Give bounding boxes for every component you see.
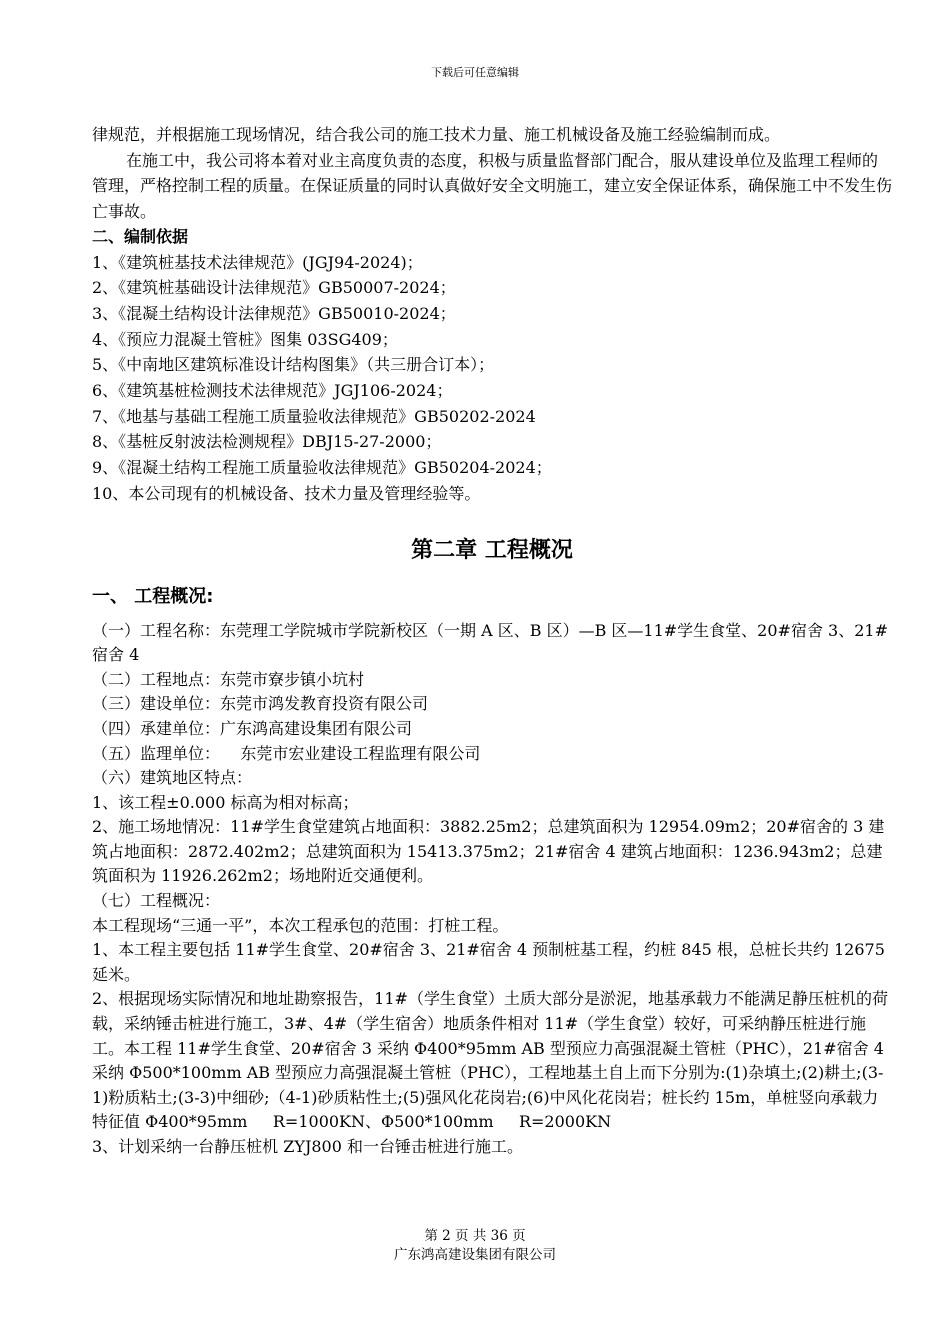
basis-item: 8、《基桩反射波法检测规程》DBJ15-27-2000； — [92, 432, 442, 452]
overview-line: （七）工程概况： — [92, 891, 221, 911]
basis-item: 7、《地基与基础工程施工质量验收法律规范》GB50202-2024 — [92, 406, 536, 426]
chapter-title: 第二章 工程概况 — [411, 537, 573, 563]
overview-line: 1、该工程±0.000 标高为相对标高； — [92, 792, 359, 812]
overview-line: （六）建筑地区特点： — [92, 768, 253, 788]
basis-item: 5、《中南地区建筑标准设计结构图集》（共三册合订本）； — [92, 355, 495, 375]
overview-heading: 一、 工程概况: — [92, 585, 214, 607]
page-number: 第 2 页 共 36 页 — [424, 1228, 526, 1244]
page-header: 下载后可任意编辑 — [431, 66, 519, 79]
overview-line: （三）建设单位：东莞市鸿发教育投资有限公司 — [92, 694, 429, 714]
basis-item: 2、《建筑桩基础设计法律规范》GB50007-2024； — [92, 278, 456, 298]
footer-company: 广东鸿高建设集团有限公司 — [394, 1247, 556, 1263]
overview-line: 3、计划采纳一台静压桩机 ZYJ800 和一台锤击桩进行施工。 — [92, 1137, 523, 1156]
overview-line: （五）监理单位： 东莞市宏业建设工程监理有限公司 — [92, 743, 481, 763]
basis-item: 6、《建筑基桩检测技术法律规范》JGJ106-2024； — [92, 381, 453, 401]
overview-line: 2、根据现场实际情况和地址勘察报告，11#（学生食堂）土质大部分是淤泥，地基承载力不能满足静压桩机的荷载，采纳锤击桩进行施工，3#、4#（学生宿舍）地质条件相对 11#（学生食堂）较好，可采纳静压桩进行施工。本工程 11#学生食堂、20#宿舍 3 采纳 Φ400*95mm AB 型预应力高强混凝土管桩（PHC），21#宿舍 4 采纳 Φ500*100mm AB 型预应力高强混凝土管桩（PHC），工程地基土自上而下分别为:(1)杂填土;(2)耕土;(3-1)粉质粘土;(3-3)中细砂;（4-1)砂质粘性土;(5)强风化花岗岩;(6)中风化花岗岩；桩长约 15m，单桩竖向承载力特征值 Φ400*95mm R=1000KN、Φ500*100mm R=2000KN — [92, 989, 889, 1132]
basis-item: 3、《混凝土结构设计法律规范》GB50010-2024； — [92, 303, 456, 323]
overview-section — [92, 619, 892, 1160]
page-footer — [0, 1227, 950, 1265]
intro-paragraph-1: 律规范，并根据施工现场情况，结合我公司的施工技术力量、施工机械设备及施工经验编制而成。 — [92, 125, 781, 144]
basis-heading: 二、编制依据 — [92, 227, 189, 246]
basis-item: 9、《混凝土结构工程施工质量验收法律规范》GB50204-2024； — [92, 458, 552, 478]
basis-item: 10、本公司现有的机械设备、技术力量及管理经验等。 — [92, 483, 481, 503]
overview-line: （一）工程名称：东莞理工学院城市学院新校区（一期 A 区、B 区）—B 区—11#学生食堂、20#宿舍 3、21#宿舍 4 — [92, 620, 888, 665]
overview-line: 1、本工程主要包括 11#学生食堂、20#宿舍 3、21#宿舍 4 预制桩基工程，约桩 845 根，总桩长共约 12675 延米。 — [92, 940, 890, 984]
intro-paragraph-2: 在施工中，我公司将本着对业主高度负责的态度，积极与质量监督部门配合，服从建设单位及监理工程师的管理，严格控制工程的质量。在保证质量的同时认真做好安全文明施工，建立安全保证体系，确保施工中不发生伤亡事故。 — [92, 150, 893, 221]
overview-line: 2、施工场地情况：11#学生食堂建筑占地面积：3882.25m2；总建筑面积为 12954.09m2；20#宿舍的 3 建筑占地面积：2872.402m2；总建筑面积为 15413.375m2；21#宿舍 4 建筑占地面积：1236.943m2；总建筑面积为 11926.262m2；场地附近交通便利。 — [92, 817, 885, 886]
basis-item: 1、《建筑桩基技术法律规范》(JGJ94-2024)； — [92, 252, 423, 272]
overview-line: 本工程现场“三通一平”，本次工程承包的范围：打桩工程。 — [92, 915, 509, 935]
overview-line: （四）承建单位：广东鸿高建设集团有限公司 — [92, 718, 413, 738]
basis-list — [92, 250, 892, 507]
basis-item: 4、《预应力混凝土管桩》图集 03SG409； — [92, 329, 398, 349]
document-body — [92, 122, 892, 1160]
overview-line: （二）工程地点：东莞市寮步镇小坑村 — [92, 669, 365, 689]
